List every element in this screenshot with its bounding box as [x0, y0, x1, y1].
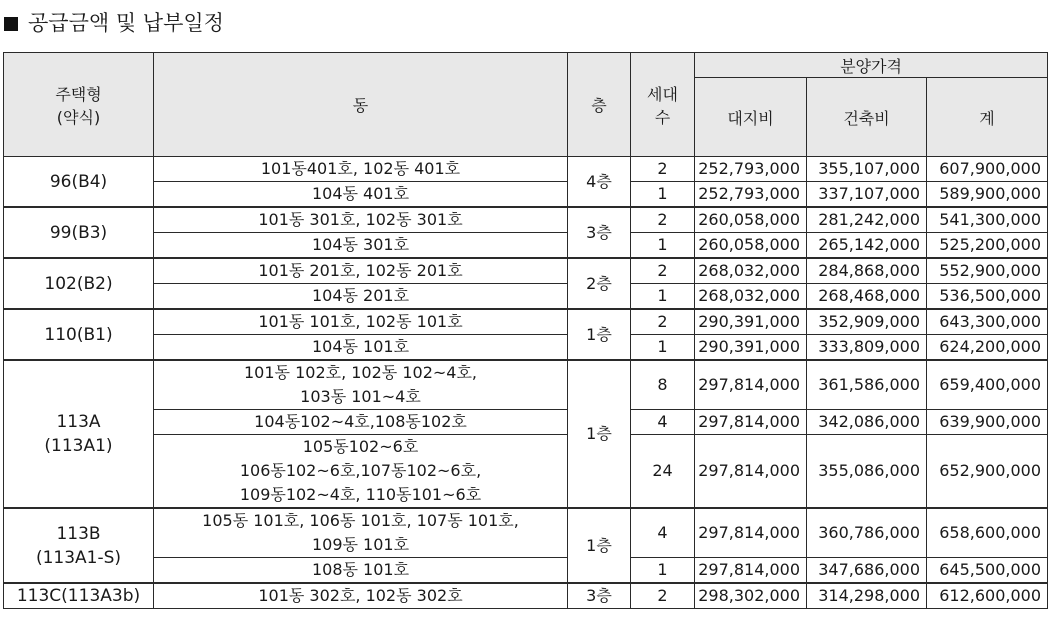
cell-type-line2: (113A1)	[44, 436, 113, 456]
cell-building: 342,086,000	[807, 410, 927, 435]
cell-type-line1: 99(B3)	[49, 222, 108, 243]
cell-building: 361,586,000	[807, 360, 927, 410]
cell-dong-line: 106동102~6호,107동102~6호,	[239, 461, 482, 480]
cell-total: 607,900,000	[927, 157, 1048, 182]
table-row	[4, 309, 1048, 335]
cell-dong	[154, 233, 568, 259]
cell-units: 1	[631, 558, 695, 584]
cell-land: 252,793,000	[695, 182, 807, 208]
table-row	[4, 233, 1048, 259]
cell-units: 2	[631, 207, 695, 233]
cell-type	[4, 157, 154, 208]
header-type-line1: 주택형	[55, 84, 102, 104]
cell-dong	[154, 360, 568, 410]
cell-units: 24	[631, 435, 695, 509]
cell-type-line1: 113B	[56, 523, 101, 544]
cell-units: 2	[631, 157, 695, 182]
cell-land: 260,058,000	[695, 233, 807, 259]
cell-dong-line: 103동 101~4호	[300, 387, 421, 406]
cell-dong-line: 101동401호, 102동 401호	[260, 159, 461, 178]
header-land: 대지비	[695, 78, 807, 157]
cell-dong-line: 109동102~4호, 110동101~6호	[239, 485, 482, 504]
cell-total: 639,900,000	[927, 410, 1048, 435]
cell-units: 1	[631, 335, 695, 361]
cell-dong-line: 109동 101호	[311, 535, 410, 554]
cell-building: 355,086,000	[807, 435, 927, 509]
cell-type	[4, 258, 154, 309]
cell-dong-line: 101동 102호, 102동 102~4호,	[244, 363, 477, 382]
cell-dong-line: 104동 201호	[311, 286, 410, 305]
cell-type-line2: (113A1-S)	[35, 547, 122, 568]
cell-total: 645,500,000	[927, 558, 1048, 584]
cell-dong-line: 105동 101호, 106동 101호, 107동 101호,	[202, 511, 519, 530]
cell-total: 525,200,000	[927, 233, 1048, 259]
cell-units: 4	[631, 508, 695, 558]
cell-dong	[154, 207, 568, 233]
cell-total: 536,500,000	[927, 284, 1048, 310]
table-row	[4, 508, 1048, 558]
cell-land: 297,814,000	[695, 435, 807, 509]
cell-dong-line: 108동 101호	[311, 560, 410, 579]
cell-units: 1	[631, 182, 695, 208]
table-row	[4, 207, 1048, 233]
cell-floor: 4층	[568, 157, 631, 208]
cell-floor: 3층	[568, 583, 631, 609]
cell-building: 352,909,000	[807, 309, 927, 335]
cell-units: 1	[631, 233, 695, 259]
cell-total: 589,900,000	[927, 182, 1048, 208]
section-title-text: 공급금액 및 납부일정	[28, 11, 224, 35]
cell-type	[4, 360, 154, 508]
header-type-line2: (약식)	[56, 107, 101, 127]
cell-building: 337,107,000	[807, 182, 927, 208]
cell-land: 290,391,000	[695, 309, 807, 335]
cell-building: 281,242,000	[807, 207, 927, 233]
table-row	[4, 284, 1048, 310]
table-row	[4, 157, 1048, 182]
table-row	[4, 182, 1048, 208]
cell-units: 2	[631, 583, 695, 609]
cell-total: 541,300,000	[927, 207, 1048, 233]
cell-dong-line: 104동 101호	[311, 337, 410, 356]
cell-dong-line: 101동 201호, 102동 201호	[258, 261, 463, 280]
cell-type-line1: 113A	[56, 412, 101, 432]
cell-building: 284,868,000	[807, 258, 927, 284]
cell-land: 290,391,000	[695, 335, 807, 361]
cell-land: 252,793,000	[695, 157, 807, 182]
cell-type	[4, 583, 154, 609]
cell-dong-line: 104동102~4호,108동102호	[254, 412, 467, 431]
cell-building: 355,107,000	[807, 157, 927, 182]
header-dong: 동	[154, 53, 568, 157]
cell-land: 297,814,000	[695, 410, 807, 435]
cell-dong-line: 101동 302호, 102동 302호	[258, 586, 463, 605]
header-units-line2: 수	[654, 107, 671, 127]
cell-dong	[154, 583, 568, 609]
cell-building: 268,468,000	[807, 284, 927, 310]
cell-units: 8	[631, 360, 695, 410]
cell-type-line1: 96(B4)	[49, 171, 108, 192]
cell-total: 643,300,000	[927, 309, 1048, 335]
cell-land: 268,032,000	[695, 284, 807, 310]
cell-building: 333,809,000	[807, 335, 927, 361]
cell-land: 297,814,000	[695, 360, 807, 410]
header-floor: 층	[568, 53, 631, 157]
cell-dong	[154, 309, 568, 335]
square-bullet-icon	[4, 17, 18, 31]
cell-floor: 1층	[568, 360, 631, 508]
cell-dong-line: 101동 301호, 102동 301호	[258, 210, 463, 229]
table-row	[4, 583, 1048, 609]
price-table	[3, 52, 1048, 609]
cell-total: 624,200,000	[927, 335, 1048, 361]
cell-dong	[154, 258, 568, 284]
table-row	[4, 558, 1048, 584]
cell-type	[4, 508, 154, 583]
cell-units: 1	[631, 284, 695, 310]
header-price-group: 분양가격	[695, 53, 1048, 78]
cell-dong-line: 105동102~6호	[302, 437, 419, 456]
table-row	[4, 410, 1048, 435]
cell-land: 297,814,000	[695, 508, 807, 558]
header-total: 계	[927, 78, 1048, 157]
header-type	[4, 53, 154, 157]
cell-total: 658,600,000	[927, 508, 1048, 558]
cell-total: 612,600,000	[927, 583, 1048, 609]
header-building: 건축비	[807, 78, 927, 157]
cell-units: 4	[631, 410, 695, 435]
cell-building: 347,686,000	[807, 558, 927, 584]
cell-floor: 2층	[568, 258, 631, 309]
cell-type-line1: 110(B1)	[44, 324, 113, 345]
cell-dong	[154, 435, 568, 509]
header-units-line1: 세대	[647, 84, 678, 104]
table-row	[4, 435, 1048, 509]
cell-dong	[154, 558, 568, 584]
cell-floor: 1층	[568, 309, 631, 360]
cell-units: 2	[631, 258, 695, 284]
cell-dong	[154, 508, 568, 558]
cell-dong-line: 104동 401호	[311, 184, 410, 203]
cell-building: 265,142,000	[807, 233, 927, 259]
cell-type-line1: 113C(113A3b)	[16, 586, 141, 606]
cell-land: 297,814,000	[695, 558, 807, 584]
cell-land: 298,302,000	[695, 583, 807, 609]
cell-type	[4, 309, 154, 360]
cell-total: 659,400,000	[927, 360, 1048, 410]
cell-floor: 3층	[568, 207, 631, 258]
cell-dong-line: 101동 101호, 102동 101호	[258, 312, 463, 331]
cell-building: 360,786,000	[807, 508, 927, 558]
cell-dong	[154, 284, 568, 310]
cell-floor: 1층	[568, 508, 631, 583]
table-row	[4, 335, 1048, 361]
cell-dong	[154, 335, 568, 361]
cell-total: 652,900,000	[927, 435, 1048, 509]
cell-land: 268,032,000	[695, 258, 807, 284]
cell-building: 314,298,000	[807, 583, 927, 609]
table-row	[4, 258, 1048, 284]
cell-total: 552,900,000	[927, 258, 1048, 284]
section-title	[4, 8, 224, 38]
cell-units: 2	[631, 309, 695, 335]
table-body	[4, 157, 1048, 609]
cell-type-line1: 102(B2)	[44, 273, 113, 294]
cell-land: 260,058,000	[695, 207, 807, 233]
cell-dong	[154, 182, 568, 208]
table-row	[4, 360, 1048, 410]
cell-dong	[154, 157, 568, 182]
cell-type	[4, 207, 154, 258]
cell-dong	[154, 410, 568, 435]
header-units	[631, 53, 695, 157]
cell-dong-line: 104동 301호	[311, 235, 410, 254]
